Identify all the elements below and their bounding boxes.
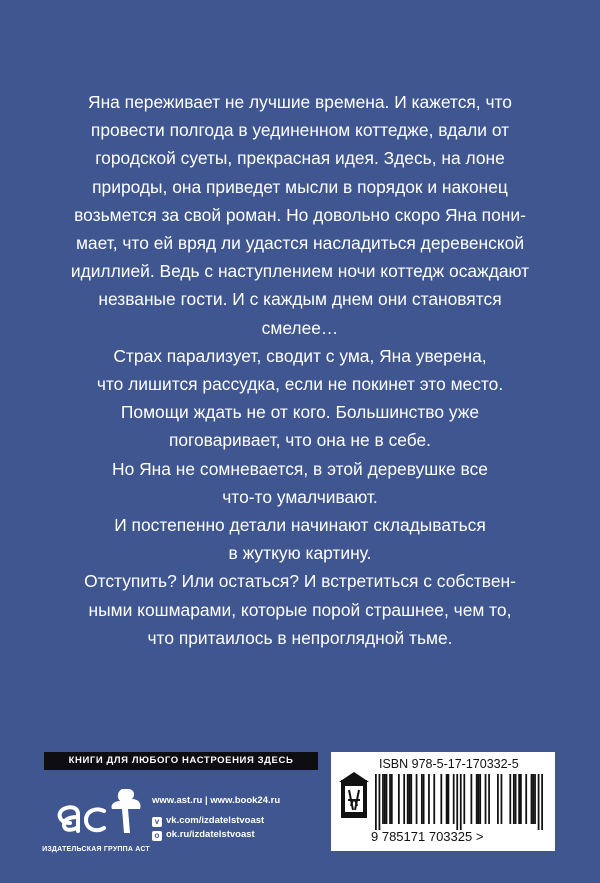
vk-link-text: vk.com/izdatelstvoast (166, 815, 265, 826)
blurb-line: что-то умалчивают. (222, 486, 378, 507)
barcode-bar (379, 774, 381, 830)
barcode-bar (382, 774, 384, 824)
barcode-bar (501, 774, 503, 824)
barcode-bar (532, 774, 534, 824)
barcode-panel (331, 752, 555, 851)
blurb-line: Отступить? Или остаться? И встретиться с собствен- (84, 571, 516, 592)
barcode-bar (433, 774, 435, 824)
blurb-line: Яна переживает не лучшие времена. И кажется, что (88, 92, 512, 112)
blurb-line: что лишится рассудка, если не покинет это место. (96, 374, 504, 395)
blurb-line: незваные гости. И с каждым днем они становятся (98, 289, 502, 310)
blurb-line: провести полгода в уединенном коттедже, вдали от (90, 120, 510, 141)
blurb-line: поговаривает, что она не в себе. (168, 430, 432, 451)
barcode-bar (541, 774, 543, 830)
barcode-bar (476, 774, 478, 824)
blurb-line: мает, что ей вряд ли удастся насладиться деревенской (75, 233, 525, 254)
ok-link-text: ok.ru/izdatelstvoast (166, 829, 255, 840)
barcode-bar (446, 774, 448, 824)
barcode-bar (509, 774, 511, 824)
vk-icon: v (152, 817, 162, 827)
barcode-bar (488, 774, 490, 824)
barcode-bar (398, 774, 400, 824)
publisher-links (152, 794, 280, 842)
blurb-line: Помощи ждать не от кого. Большинство уже (120, 402, 480, 423)
barcode-bar (407, 774, 409, 824)
blurb-line: ными кошмарами, которые порой страшнее, чем то, (88, 599, 512, 620)
barcode-bar (440, 774, 442, 824)
barcode-bar (403, 774, 405, 824)
barcode-bar (470, 774, 472, 824)
barcode-bar (416, 774, 418, 824)
barcode-bar (386, 774, 388, 824)
barcode-bar (479, 774, 481, 824)
barcode-bar (515, 774, 517, 824)
barcode-bar (497, 774, 499, 824)
barcode-bar (391, 774, 393, 824)
blurb-line: Но Яна не сомневается, в этой деревушке все (112, 458, 488, 479)
websites-link[interactable]: www.ast.ru | www.book24.ru (152, 795, 281, 806)
blurb-line: возьмется за свой роман. Но довольно скоро Яна пони- (74, 204, 526, 225)
publisher-caption: ИЗДАТЕЛЬСКАЯ ГРУППА АСТ (42, 846, 150, 853)
barcode-bar (534, 774, 536, 824)
barcode-digits: 9 785171 703325 > (371, 829, 484, 844)
barcode-bar (428, 774, 430, 824)
ok-link[interactable] (152, 828, 280, 842)
barcode-bar (520, 774, 522, 824)
barcode-bar (525, 774, 527, 824)
barcode-bar (456, 774, 458, 830)
blurb-line: смелее… (261, 317, 339, 338)
barcode-bar (409, 774, 411, 824)
blurb-line: И постепенно детали начинают складываться (114, 515, 486, 536)
ok-icon: o (152, 831, 162, 841)
barcode-bar (384, 774, 386, 824)
barcode-bar (448, 774, 450, 824)
barcode-bar (421, 774, 423, 824)
blurb-line: идиллией. Ведь с наступлением ночи коттедж осаждают (70, 261, 530, 282)
blurb-line: что притаилось в непроглядной тьме. (147, 627, 453, 648)
blurb-line: городской суеты, прекрасная идея. Здесь, на лоне (95, 148, 505, 169)
barcode-bar (389, 774, 391, 824)
barcode-bar (460, 774, 462, 830)
barcode-bar (453, 774, 455, 824)
ast-logo (48, 781, 148, 843)
barcode-bar (463, 774, 465, 824)
publisher-tagline: КНИГИ ДЛЯ ЛЮБОГО НАСТРОЕНИЯ ЗДЕСЬ (44, 752, 318, 770)
isbn-text: ISBN 978-5-17-170332-5 (379, 757, 519, 771)
barcode-bar (518, 774, 520, 824)
barcode-bar (538, 774, 540, 830)
barcode-bar (423, 774, 425, 824)
blurb-line: природы, она приведет мысли в порядок и наконец (92, 176, 508, 197)
barcode-bars (375, 774, 543, 830)
barcode-bar (485, 774, 487, 824)
vk-link[interactable] (152, 814, 280, 828)
blurb-line: в жуткую картину. (228, 543, 372, 564)
blurb-line: Страх парализует, сводит с ума, Яна уверена, (113, 345, 487, 366)
barcode-bar (478, 774, 480, 824)
lantern-icon (339, 770, 369, 822)
barcode-bar (410, 774, 412, 824)
barcode-bar (375, 774, 377, 830)
barcode-bar (531, 774, 533, 824)
barcode-bar (513, 774, 515, 824)
back-cover-blurb (48, 88, 552, 652)
